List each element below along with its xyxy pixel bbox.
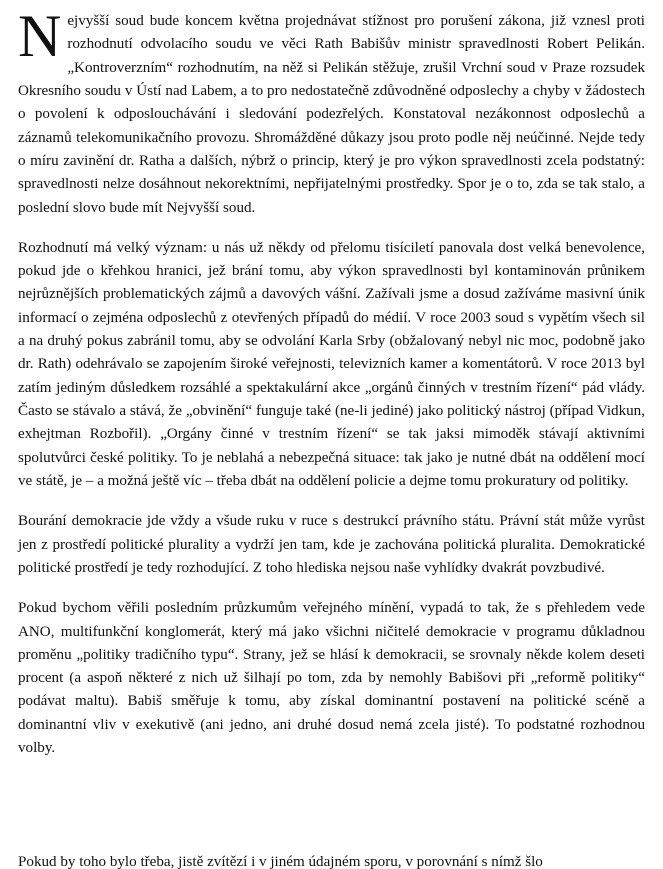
clipped-next-line [18,853,645,869]
drop-cap: N [18,3,62,69]
paragraph-1 [18,3,645,220]
paragraph-4: Pokud bychom věřili posledním průzkumům veřejného mínění, vypadá to tak, že s přehledem vede ANO, multifunkční konglomerát, který má jako všichni ničitelé demokracie v programu důkladnou proměnu „politiky tradičního typu“. Strany, jež se hlásí k demokracii, se srovnaly někde kolem deseti procent (a aspoň některé z nich už šilhají po tom, zda by nemohly Babišovi při „reformě politiky“ podávat maltu). Babiš směřuje k tomu, aby získal dominantní postavení na politické scéně a dominantní vliv v exekutivě (ani jedno, ani druhé dosud nemá zcela jisté). To podstatné rozhodnou volby. [18,600,645,757]
paragraph-2: Rozhodnutí má velký význam: u nás už někdy od přelomu tisíciletí panovala dost velká benevolence, pokud jde o křehkou hranici, jež brání tomu, aby výkon spravedlnosti byl kontaminován průnikem nejrůznějších problematických zájmů a davových vášní. Zažívali jsme a dosud zažíváme masivní únik informací o zejména odposlechů z otevřených případů do médií. V roce 2003 soud s vypětím všech sil a na druhý pokus zabránil tomu, aby se odvolání Karla Srby (obžalovaný nebyl nic moc, podobně jako dr. Rath) odehrávalo se zapojením široké veřejnosti, televizních kamer a komentátorů. V roce 2013 byl zatím jediným důsledkem rozsáhlé a spektakulární akce „orgánů činných v trestním řízení“ pád vlády. Často se stávalo a stává, že „obvinění“ funguje také (ne-li jediné) jako politický nástroj (případ Vidkun, exhejtman Rozbořil). „Orgány činné v trestním řízení“ se tak jaksi mimoděk stávají aktivními spolutvůrci české politiky. To je neblahá a nebezpečná situace: tak jako je nutné dbát na oddělení mocí ve státě, je – a možná ještě víc – třeba dbát na oddělení policie a dejme tomu prokuratury od politiky. [18,239,645,489]
paragraph-3: Bourání demokracie jde vždy a všude ruku v ruce s destrukcí právního státu. Právní stát může vyrůst jen z prostředí politické plurality a vydrží jen tam, kde je zachována politická pluralita. Demokratické politické prostředí je tedy rozhodující. Z toho hlediska nejsou naše vyhlídky dvakrát povzbudivé. [18,513,645,576]
paragraph-1-text: ejvyšší soud bude koncem května projednávat stížnost pro porušení zákona, již vznesl proti rozhodnutí odvolacího soudu ve věci Rath Babišův ministr spravedlnosti Robert Pelikán. „Kontroverzním“ rozhodnutím, na něž si Pelikán stěžuje, zrušil Vrchní soud v Praze rozsudek Okresního soudu v Ústí nad Labem, a to pro nedostatečně zdůvodněné odposlechy a chyby v žádostech o povolení k odposlouchávání i sledování podezřelých. Konstatoval nezákonnost odposlechů a záznamů telekomunikačního provozu. Shromážděné důkazy jsou proto podle něj neúčinné. Nejde tedy o míru zavinění dr. Ratha a dalších, nýbrž o princip, který je pro výkon spravedlnosti zcela podstatný: spravedlnosti nelze dosáhnout nekorektními, nepřijatelnými prostředky. Spor je o to, zda se tak stalo, a poslední slovo bude mít Nejvyšší soud. [18,13,645,216]
article-body [18,3,645,760]
clipped-next-line-text: Pokud by toho bylo třeba, jistě zvítězí i v jiném údajném sporu, v porovnání s nímž šlo [18,854,543,869]
